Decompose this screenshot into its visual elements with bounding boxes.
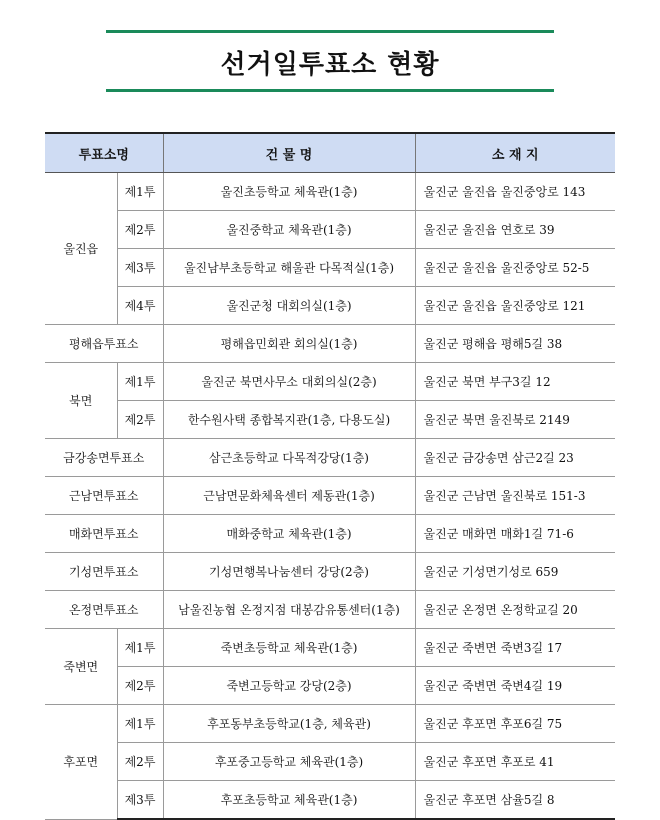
building-name: 기성면행복나눔센터 강당(2층)	[163, 553, 415, 591]
address: 울진군 후포면 후포6길 75	[415, 705, 615, 743]
building-name: 근남면문화체육센터 제동관(1층)	[163, 477, 415, 515]
table-row	[45, 211, 615, 249]
table-row	[45, 439, 615, 477]
district-name: 후포면	[45, 705, 117, 820]
table-body	[45, 173, 615, 820]
district-name: 평해읍투표소	[45, 325, 163, 363]
table-row	[45, 553, 615, 591]
table-row	[45, 363, 615, 401]
address: 울진군 매화면 매화1길 71-6	[415, 515, 615, 553]
address: 울진군 북면 울진북로 2149	[415, 401, 615, 439]
station-number: 제1투	[117, 705, 163, 743]
table-row	[45, 629, 615, 667]
station-number: 제1투	[117, 173, 163, 211]
station-number: 제2투	[117, 667, 163, 705]
table-row	[45, 781, 615, 820]
district-name: 기성면투표소	[45, 553, 163, 591]
address: 울진군 북면 부구3길 12	[415, 363, 615, 401]
table-row	[45, 667, 615, 705]
table-row	[45, 325, 615, 363]
building-name: 울진군청 대회의실(1층)	[163, 287, 415, 325]
station-number: 제1투	[117, 629, 163, 667]
district-name: 죽변면	[45, 629, 117, 705]
station-number: 제1투	[117, 363, 163, 401]
building-name: 후포동부초등학교(1층, 체육관)	[163, 705, 415, 743]
building-name: 울진군 북면사무소 대회의실(2층)	[163, 363, 415, 401]
table-row	[45, 705, 615, 743]
building-name: 죽변초등학교 체육관(1층)	[163, 629, 415, 667]
building-name: 매화중학교 체육관(1층)	[163, 515, 415, 553]
address: 울진군 후포면 삼율5길 8	[415, 781, 615, 820]
station-number: 제3투	[117, 249, 163, 287]
title-rule-top	[106, 30, 554, 33]
address: 울진군 울진읍 울진중앙로 121	[415, 287, 615, 325]
table-header-row	[45, 133, 615, 173]
address: 울진군 온정면 온정학교길 20	[415, 591, 615, 629]
district-name: 근남면투표소	[45, 477, 163, 515]
district-name: 온정면투표소	[45, 591, 163, 629]
district-name: 매화면투표소	[45, 515, 163, 553]
address: 울진군 평해읍 평해5길 38	[415, 325, 615, 363]
district-name: 울진읍	[45, 173, 117, 325]
building-name: 후포초등학교 체육관(1층)	[163, 781, 415, 820]
table-row	[45, 743, 615, 781]
address: 울진군 죽변면 죽변4길 19	[415, 667, 615, 705]
header-building: 건 물 명	[163, 133, 415, 173]
title-rule-bottom	[106, 89, 554, 92]
building-name: 죽변고등학교 강당(2층)	[163, 667, 415, 705]
table-row	[45, 287, 615, 325]
polling-stations-table	[45, 132, 615, 820]
station-number: 제3투	[117, 781, 163, 820]
title-banner	[106, 30, 554, 92]
building-name: 울진남부초등학교 해울관 다목적실(1층)	[163, 249, 415, 287]
building-name: 한수원사택 종합복지관(1층, 다용도실)	[163, 401, 415, 439]
address: 울진군 울진읍 울진중앙로 143	[415, 173, 615, 211]
table-row	[45, 249, 615, 287]
table-row	[45, 515, 615, 553]
address: 울진군 금강송면 삼근2길 23	[415, 439, 615, 477]
page-title: 선거일투표소 현황	[220, 50, 440, 80]
address: 울진군 죽변면 죽변3길 17	[415, 629, 615, 667]
building-name: 울진중학교 체육관(1층)	[163, 211, 415, 249]
building-name: 후포중고등학교 체육관(1층)	[163, 743, 415, 781]
building-name: 평해읍민회관 회의실(1층)	[163, 325, 415, 363]
district-name: 북면	[45, 363, 117, 439]
station-number: 제4투	[117, 287, 163, 325]
station-number: 제2투	[117, 743, 163, 781]
header-address: 소 재 지	[415, 133, 615, 173]
table-row	[45, 477, 615, 515]
table-row	[45, 173, 615, 211]
table-row	[45, 401, 615, 439]
district-name: 금강송면투표소	[45, 439, 163, 477]
address: 울진군 울진읍 울진중앙로 52-5	[415, 249, 615, 287]
building-name: 남울진농협 온정지점 대봉감유통센터(1층)	[163, 591, 415, 629]
header-place: 투표소명	[45, 133, 163, 173]
station-number: 제2투	[117, 211, 163, 249]
address: 울진군 후포면 후포로 41	[415, 743, 615, 781]
address: 울진군 울진읍 연호로 39	[415, 211, 615, 249]
address: 울진군 근남면 울진북로 151-3	[415, 477, 615, 515]
address: 울진군 기성면기성로 659	[415, 553, 615, 591]
station-number: 제2투	[117, 401, 163, 439]
building-name: 울진초등학교 체육관(1층)	[163, 173, 415, 211]
building-name: 삼근초등학교 다목적강당(1층)	[163, 439, 415, 477]
table-row	[45, 591, 615, 629]
